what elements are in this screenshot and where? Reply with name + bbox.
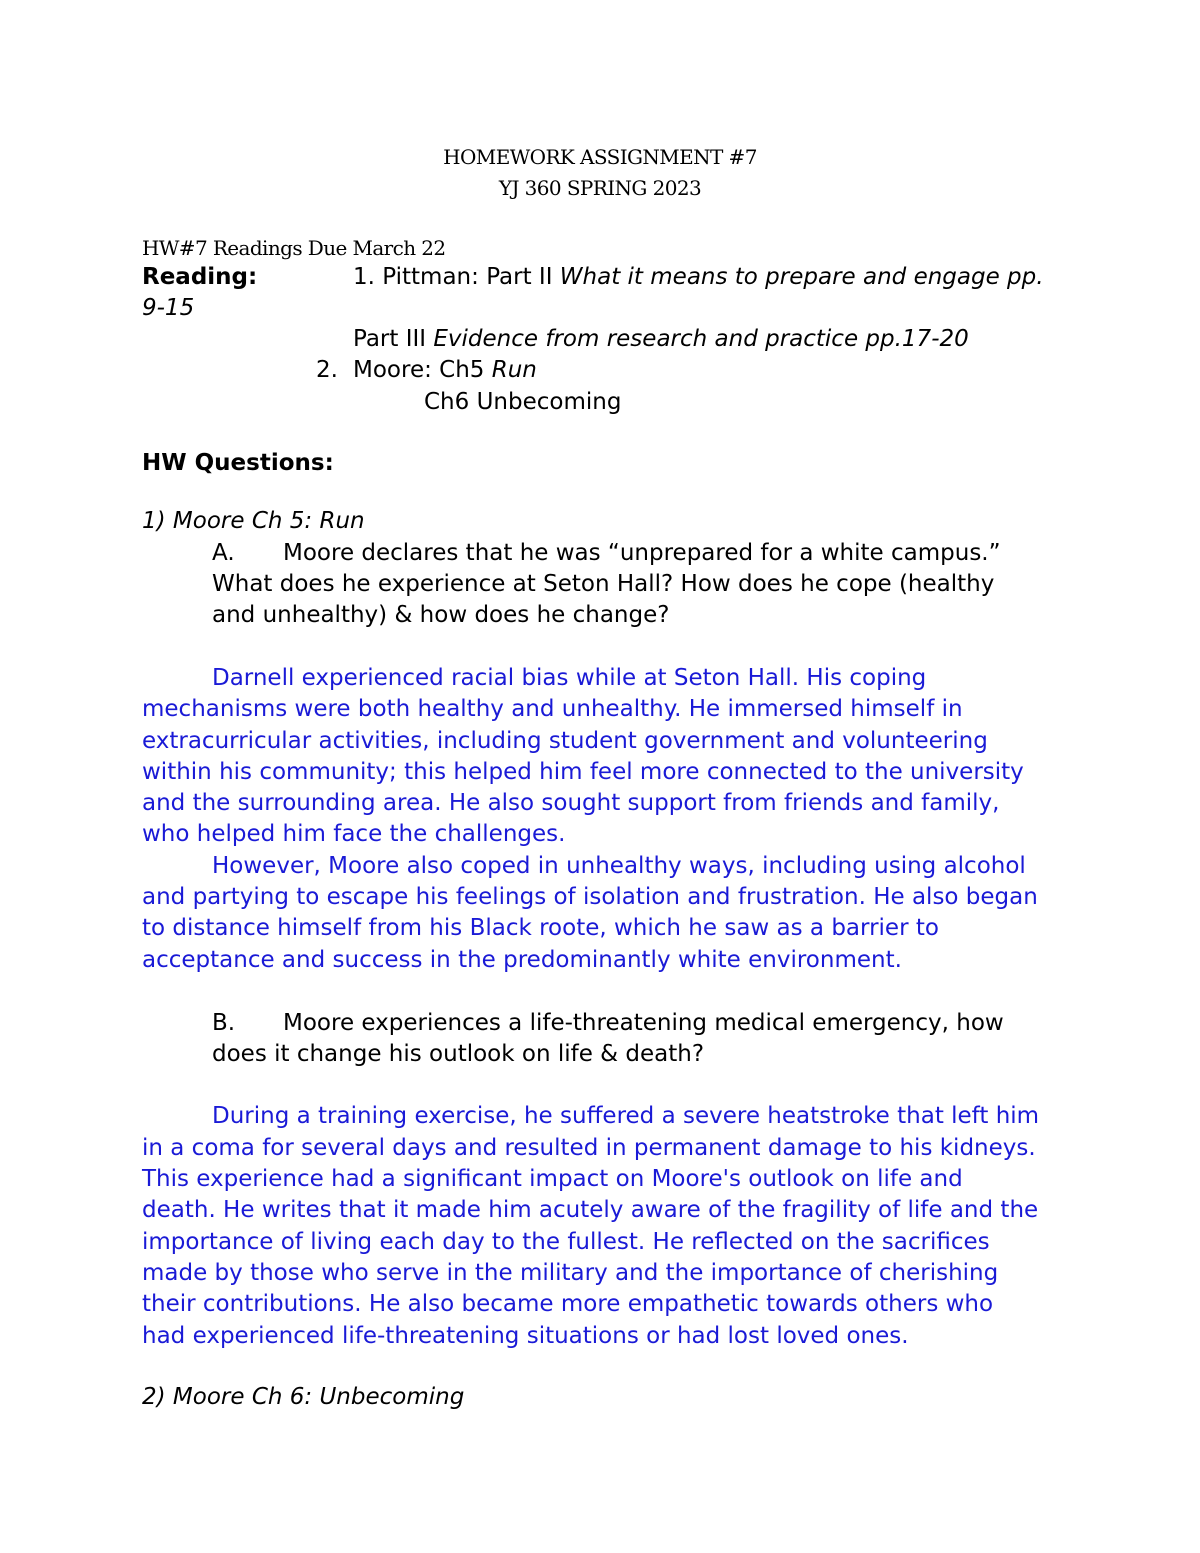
question-2-heading: 2) Moore Ch 6: Unbecoming	[142, 1384, 465, 1410]
assignment-title: HOMEWORK ASSIGNMENT #7	[443, 145, 757, 169]
answer-1a-line: However, Moore also coped in unhealthy ways, including using alcohol	[212, 853, 1026, 879]
reading-item-1-title: What it means to prepare and engage pp.	[559, 264, 1044, 290]
question-1b-letter: B.	[212, 1010, 236, 1036]
reading-item-1-part3-title: Evidence from research and practice pp.17-20	[433, 326, 969, 352]
answer-1b-line: This experience had a significant impact on Moore's outlook on life and	[142, 1166, 963, 1192]
reading-item-1-part3-prefix: Part III	[353, 326, 434, 352]
question-1a-line: Moore declares that he was “unprepared for a white campus.”	[283, 540, 1001, 566]
question-1a-line: and unhealthy) & how does he change?	[212, 602, 670, 628]
answer-1b-line: their contributions. He also became more empathetic towards others who	[142, 1291, 994, 1317]
reading-item-2-ch6: Ch6 Unbecoming	[424, 389, 622, 415]
answer-1a-line: who helped him face the challenges.	[142, 821, 566, 847]
questions-heading: HW Questions:	[142, 450, 334, 476]
answer-1a-line: to distance himself from his Black roote, which he saw as a barrier to	[142, 915, 939, 941]
answer-1b-line: death. He writes that it made him acutely aware of the fragility of life and the	[142, 1197, 1039, 1223]
reading-item-1-part3	[353, 325, 969, 353]
reading-item-1-author: Pittman: Part II	[382, 264, 560, 290]
answer-1a-line: and the surrounding area. He also sought support from friends and family,	[142, 790, 1000, 816]
question-1b-line: Moore experiences a life-threatening medical emergency, how	[283, 1010, 1004, 1036]
answer-1a-line: Darnell experienced racial bias while at Seton Hall. His coping	[212, 665, 927, 691]
answer-1b-line: made by those who serve in the military and the importance of cherishing	[142, 1260, 999, 1286]
question-1b-line: does it change his outlook on life & death?	[212, 1041, 705, 1067]
answer-1b-line: had experienced life-threatening situations or had lost loved ones.	[142, 1323, 909, 1349]
reading-item-1	[353, 263, 1044, 291]
answer-1b-line: importance of living each day to the fullest. He reflected on the sacrifices	[142, 1229, 990, 1255]
reading-item-2-number: 2.	[316, 357, 338, 383]
reading-item-2	[353, 356, 537, 384]
question-1a-line: What does he experience at Seton Hall? How does he cope (healthy	[212, 571, 995, 597]
course-title: YJ 360 SPRING 2023	[498, 176, 702, 200]
reading-item-1-number: 1.	[353, 264, 375, 290]
answer-1a-line: extracurricular activities, including student government and volunteering	[142, 728, 988, 754]
reading-item-1-pages: 9-15	[142, 295, 195, 321]
answer-1a-line: within his community; this helped him feel more connected to the university	[142, 759, 1024, 785]
question-1a-letter: A.	[212, 540, 235, 566]
answer-1a-line: and partying to escape his feelings of isolation and frustration. He also began	[142, 884, 1038, 910]
answer-1b-line: During a training exercise, he suffered a severe heatstroke that left him	[212, 1103, 1040, 1129]
answer-1b-line: in a coma for several days and resulted in permanent damage to his kidneys.	[142, 1135, 1036, 1161]
reading-item-2-ch5: Run	[491, 357, 537, 383]
reading-label: Reading:	[142, 264, 258, 290]
answer-1a-line: acceptance and success in the predominantly white environment.	[142, 947, 902, 973]
question-1-heading: 1) Moore Ch 5: Run	[142, 508, 365, 534]
reading-item-2-author: Moore: Ch5	[353, 357, 492, 383]
readings-due: HW#7 Readings Due March 22	[142, 236, 446, 260]
answer-1a-line: mechanisms were both healthy and unhealthy. He immersed himself in	[142, 696, 963, 722]
